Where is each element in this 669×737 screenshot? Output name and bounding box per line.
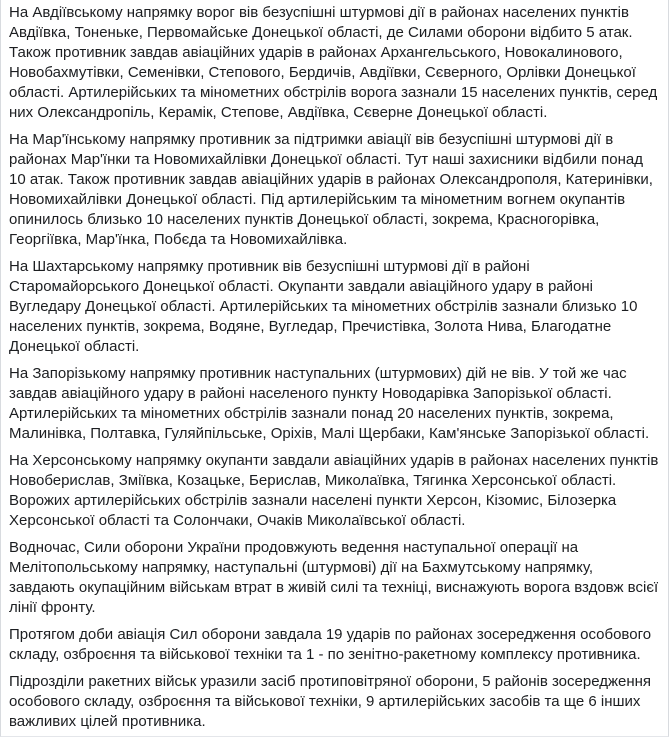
post-paragraph-kherson-direction: На Херсонському напрямку окупанти завдали авіаційних ударів в районах населених пунктів Новоберислав, Зміївка, Козацьке, Берислав, Миколаївка, Тягинка Херсонської області. Ворожих артилерійських обстрілів зазнали населені пункти Херсон, Кізомис, Білозерка Херсонської області та Солончаки, Очаків Миколаївської області. <box>9 452 659 529</box>
post-paragraph-defense-offensive-operations: Водночас, Сили оборони України продовжують ведення наступальної операції на Мелітопольському напрямку, наступальні (штурмові) дії на Бахмутському напрямку, завдають окупаційним військам втрат в живій силі та техніці, виснажують ворога вздовж всієї лінії фронту. <box>9 539 659 616</box>
post-paragraph-avdiivka-direction: На Авдіївському напрямку ворог вів безуспішні штурмові дії в районах населених пунктів Авдіївка, Тоненьке, Первомайське Донецької області, де Силами оборони відбито 5 атак. Також противник завдав авіаційних ударів в районах Архангельського, Новокалинового, Новобахмутівки, Семенівки, Степового, Бердичів, Авдіївки, Сєверного, Орлівки Донецької області. Артилерійських та мінометних обстрілів ворога зазнали 15 населених пунктів, серед них Олександропіль, Керамік, Степове, Авдіївка, Сєверне Донецької області. <box>9 4 658 121</box>
post-paragraph-marinka-direction: На Мар'їнському напрямку противник за підтримки авіації вів безуспішні штурмові дії в районах Мар'їнки та Новомихайлівки Донецької області. Тут наші захисники відбили понад 10 атак. Також противник завдав авіаційних ударів в районах Олександрополя, Катеринівки, Новомихайлівки Донецької області. Під артилерійським та мінометним вогнем окупантів опинилось близько 10 населених пунктів Донецької області, зокрема, Красногорівка, Георгіївка, Мар'їнка, Побєда та Новомихайлівка. <box>9 131 653 248</box>
post-paragraph-shakhtarske-direction: На Шахтарському напрямку противник вів безуспішні штурмові дії в районі Старомайорського Донецької області. Окупанти завдали авіаційного удару в районі Вугледару Донецької області. Артилерійських та мінометних обстрілів зазнали близько 10 населених пунктів, зокрема, Водяне, Вугледар, Пречистівка, Золота Нива, Благодатне Донецької області. <box>9 258 638 355</box>
post-paragraph-aviation-strikes: Протягом доби авіація Сил оборони завдала 19 ударів по районах зосередження особового складу, озброєння та військової техніки та 1 - по зенітно-ракетному комплексу противника. <box>9 626 652 663</box>
post-paragraph-missile-forces-strikes: Підрозділи ракетних військ уразили засіб протиповітряної оборони, 5 районів зосередження особового складу, озброєння та військової техніки, 9 артилерійських засобів та ще 6 інших важливих цілей противника. <box>9 673 652 730</box>
post-paragraph-zaporizhzhia-direction: На Запорізькому напрямку противник наступальних (штурмових) дій не вів. У той же час завдав авіаційного удару в районі населеного пункту Новодарівка Запорізької області. Артилерійських та мінометних обстрілів зазнали понад 20 населених пунктів, зокрема, Малинівка, Полтавка, Гуляйпільське, Оріхів, Малі Щербаки, Кам'янське Запорізької області. <box>9 365 650 442</box>
